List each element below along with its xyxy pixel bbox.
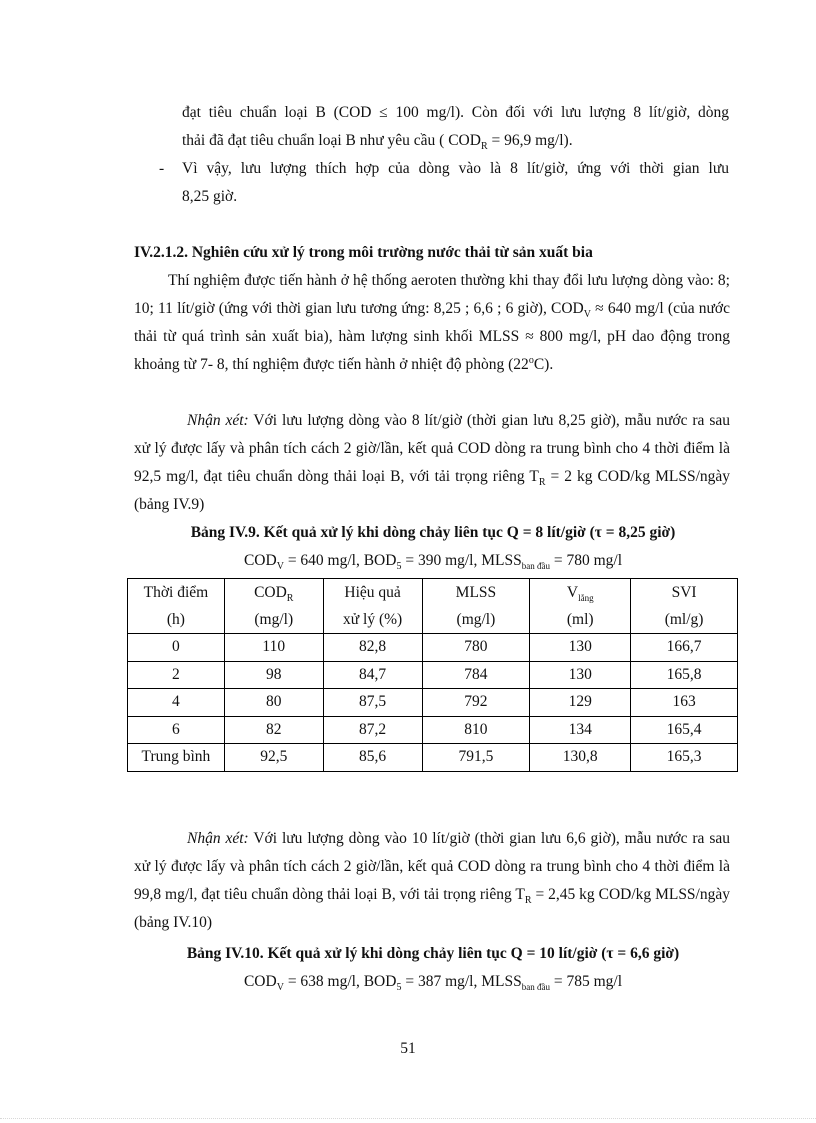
table-row-average <box>128 744 738 772</box>
table-row <box>128 689 738 717</box>
table-cell: 82 <box>224 716 323 744</box>
table-cell: 6 <box>128 716 225 744</box>
bullet-line-1: Vì vậy, lưu lượng thích hợp của dòng vào là 8 lít/giờ, ứng với thời gian lưu <box>182 160 729 177</box>
table-9-caption: Bảng IV.9. Kết quả xử lý khi dòng chảy liên tục Q = 8 lít/giờ (τ = 8,25 giờ) <box>190 524 676 541</box>
bullet-line-2: 8,25 giờ. <box>182 188 238 205</box>
bullet-dash: - <box>159 160 165 177</box>
table-cell: 130,8 <box>530 744 631 772</box>
remark-paragraph-1: Nhận xét: Với lưu lượng dòng vào 8 lít/giờ (thời gian lưu 8,25 giờ), mẫu nước ra sau xử lý được lấy và phân tích cách 2 giờ/lần, kết quả COD dòng ra trung bình cho 4 thời điểm là 92,5 mg/l, đạt tiêu chuẩn dòng thải loại B, với tải trọng riêng $T_R = 2$ kg COD/kg MLSS/ngày (bảng IV.9) <box>134 412 731 513</box>
table-cell: 4 <box>128 689 225 717</box>
table-cell: 110 <box>224 634 323 662</box>
table-9-conditions: $COD_V = 640$ mg/l, $BOD_5 = 390$ mg/l, $MLSS_{ban đầu} = 780$ mg/l <box>243 552 623 572</box>
results-table-9 <box>127 578 738 772</box>
table-cell: 0 <box>128 634 225 662</box>
table-cell: 134 <box>530 716 631 744</box>
table-cell: 165,4 <box>631 716 738 744</box>
table-header-row <box>128 579 738 634</box>
table-cell: 92,5 <box>224 744 323 772</box>
table-cell: 85,6 <box>323 744 422 772</box>
table-cell: 130 <box>530 661 631 689</box>
table-row <box>128 716 738 744</box>
table-row <box>128 634 738 662</box>
table-cell: 2 <box>128 661 225 689</box>
table-row <box>128 661 738 689</box>
table-cell: 84,7 <box>323 661 422 689</box>
paragraph-continuation-line-2: thải đã đạt tiêu chuẩn loại B như yêu cầu ( $COD_R = 96,9$ mg/l). <box>182 132 573 152</box>
experiment-paragraph: Thí nghiệm được tiến hành ở hệ thống aeroten thường khi thay đổi lưu lượng dòng vào: 8; 10; 11 lít/giờ (ứng với thời gian lưu tương ứng: 8,25 ; 6,6 ; 6 giờ), $COD_V \approx 640$ mg/l (của nước thải từ quá trình sản xuất bia), hàm lượng sinh khối MLSS ≈ 800 mg/l, pH dao động trong khoảng từ 7- 8, thí nghiệm được tiến hành ở nhiệt độ phòng (22$^o$C). <box>134 272 731 373</box>
page-bottom-divider <box>0 1118 816 1119</box>
section-heading: IV.2.1.2. Nghiên cứu xử lý trong môi trường nước thải từ sản xuất bia <box>134 244 593 261</box>
table-cell: 80 <box>224 689 323 717</box>
header-mlss: MLSS (mg/l) <box>422 579 530 634</box>
table-cell: 165,8 <box>631 661 738 689</box>
table-cell: 130 <box>530 634 631 662</box>
table-cell: Trung bình <box>128 744 225 772</box>
table-10-caption: Bảng IV.10. Kết quả xử lý khi dòng chảy liên tục Q = 10 lít/giờ (τ = 6,6 giờ) <box>186 945 680 962</box>
table-10-conditions: $COD_V = 638$ mg/l, $BOD_5 = 387$ mg/l, $MLSS_{ban đầu} = 785$ mg/l <box>243 973 623 993</box>
paragraph-continuation-line-1: đạt tiêu chuẩn loại B (COD ≤ 100 mg/l). Còn đối với lưu lượng 8 lít/giờ, dòng <box>182 104 729 121</box>
table-cell: 98 <box>224 661 323 689</box>
page-number: 51 <box>400 1040 416 1057</box>
table-cell: 791,5 <box>422 744 530 772</box>
header-time: Thời điểm (h) <box>128 579 225 634</box>
remark-paragraph-2: Nhận xét: Với lưu lượng dòng vào 10 lít/giờ (thời gian lưu 6,6 giờ), mẫu nước ra sau xử lý được lấy và phân tích cách 2 giờ/lần, kết quả COD dòng ra trung bình cho 4 thời điểm là 99,8 mg/l, đạt tiêu chuẩn dòng thải loại B, với tải trọng riêng $T_R = 2,45$ kg COD/kg MLSS/ngày (bảng IV.10) <box>134 830 731 931</box>
header-cod-r: $COD_R$ (mg/l) <box>224 579 323 634</box>
table-cell: 792 <box>422 689 530 717</box>
header-v-settling: $V_{lắng}$ (ml) <box>530 579 631 634</box>
table-cell: 166,7 <box>631 634 738 662</box>
table-cell: 129 <box>530 689 631 717</box>
table-cell: 82,8 <box>323 634 422 662</box>
table-cell: 810 <box>422 716 530 744</box>
table-cell: 87,5 <box>323 689 422 717</box>
header-svi: SVI (ml/g) <box>631 579 738 634</box>
table-cell: 165,3 <box>631 744 738 772</box>
table-cell: 163 <box>631 689 738 717</box>
table-cell: 784 <box>422 661 530 689</box>
table-cell: 87,2 <box>323 716 422 744</box>
header-efficiency: Hiệu quả xử lý (%) <box>323 579 422 634</box>
table-cell: 780 <box>422 634 530 662</box>
